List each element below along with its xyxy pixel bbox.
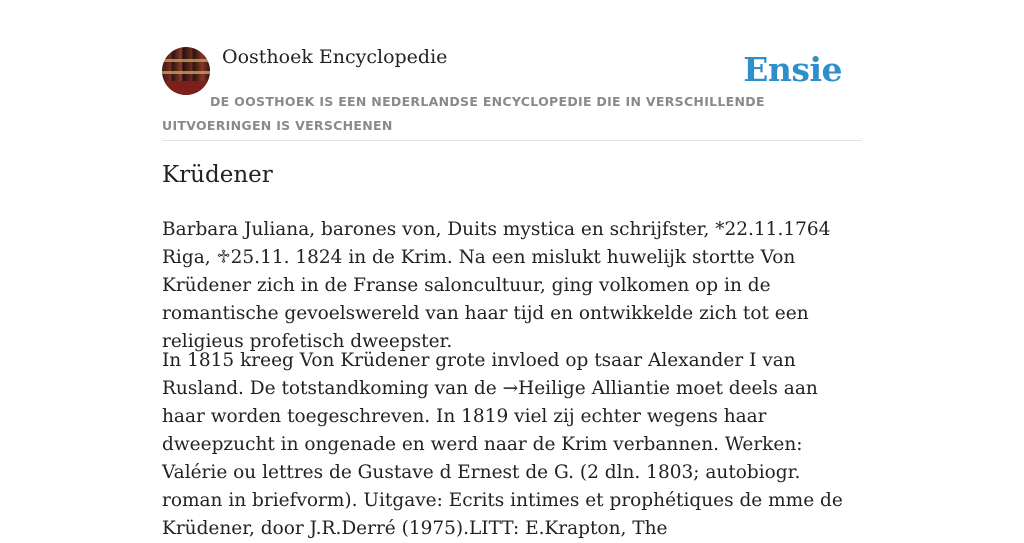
brand-logo[interactable]: Ensie [743, 50, 842, 89]
site-tagline: DE OOSTHOEK IS EEN NEDERLANDSE ENCYCLOPEDIE DIE IN VERSCHILLENDE UITVOERINGEN IS VERSCHENEN [162, 94, 765, 133]
article-title: Krüdener [162, 162, 273, 188]
encyclopedia-avatar[interactable] [162, 47, 210, 95]
article-paragraph: In 1815 kreeg Von Krüdener grote invloed op tsaar Alexander I van Rusland. De totstandkoming van de →Heilige Alliantie moet deels aan haar worden toegeschreven. In 1819 viel zij echter wegens haar dweepzucht in ongenade en werd naar de Krim verbannen. Werken: Valérie ou lettres de Gustave d Ernest de G. (2 dln. 1803; autobiogr. roman in briefvorm). Uitgave: Ecrits intimes et prophétiques de mme de Krüdener, door J.R.Derré (1975).LITT: E.Krapton, The [162, 350, 843, 539]
page-container [162, 0, 862, 539]
article-paragraph: Barbara Juliana, barones von, Duits mystica en schrijfster, *22.11.1764 Riga, ♱25.11. 1824 in de Krim. Na een mislukt huwelijk stortte Von Krüdener zich in de Franse saloncultuur, ging volkomen op in de romantische gevoelswereld van haar tijd en ontwikkelde zich tot een religieus profetisch dweepster. [162, 219, 831, 352]
site-title[interactable]: Oosthoek Encyclopedie [222, 46, 448, 68]
site-header [162, 0, 862, 141]
